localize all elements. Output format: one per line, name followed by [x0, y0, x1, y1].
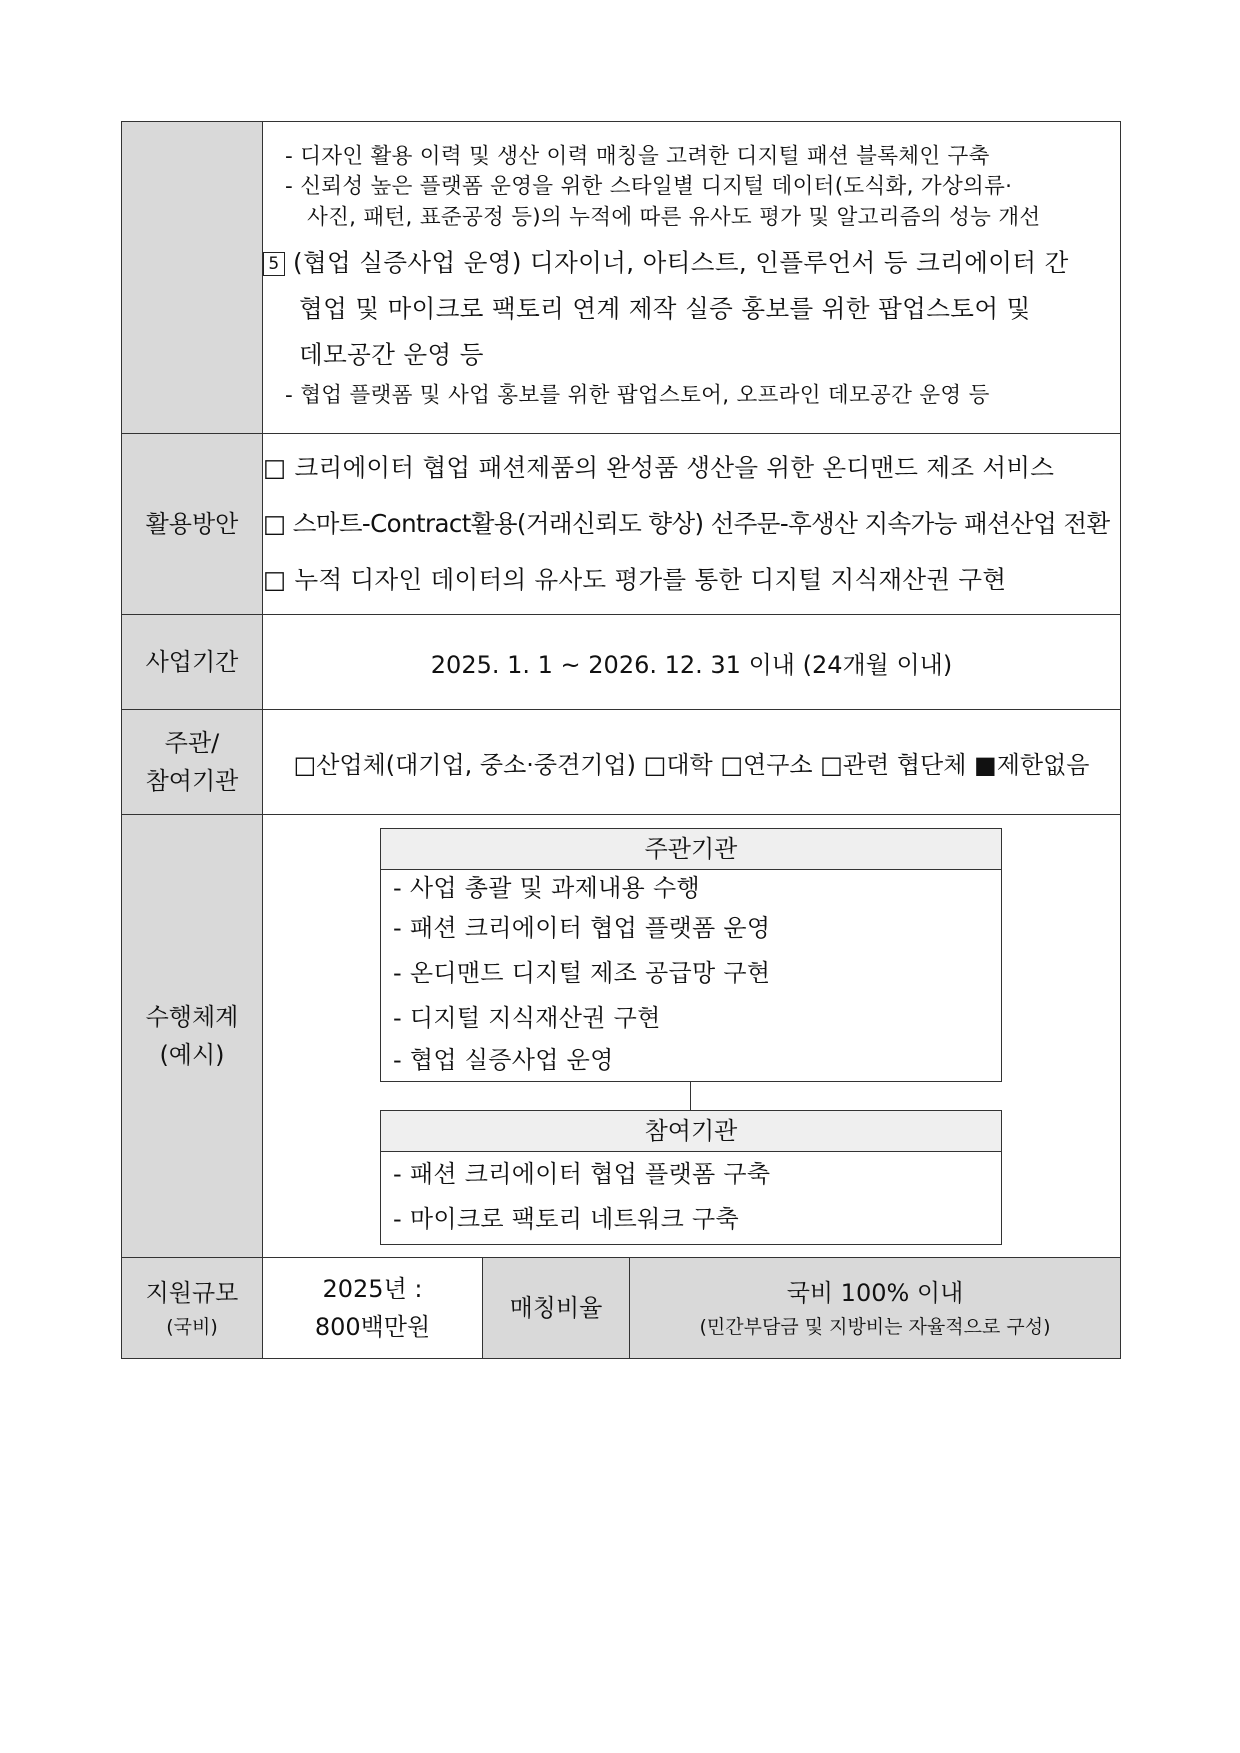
- usage-item-1: □ 크리에이터 협업 패션제품의 완성품 생산을 위한 온디맨드 제조 서비스: [263, 453, 1055, 482]
- bullet-digital-data-cont: 사진, 패턴, 표준공정 등)의 누적에 따른 유사도 평가 및 알고리즘의 성능 개선: [307, 204, 1041, 230]
- item-5-line-2: 협업 및 마이크로 팩토리 연계 제작 실증 홍보를 위한 팝업스토어 및: [299, 293, 1031, 323]
- period-label: 사업기간: [122, 615, 263, 710]
- participant-institution-box: [380, 1110, 1002, 1245]
- usage-content: [263, 434, 1121, 615]
- structure-label: 수행체계 (예시): [122, 815, 263, 1258]
- usage-row: [122, 434, 1121, 615]
- participant-item-2: - 마이크로 팩토리 네트워크 구축: [393, 1204, 739, 1233]
- bullet-digital-data: - 신뢰성 높은 플랫폼 운영을 위한 스타일별 디지털 데이터(도식화, 가상의류·: [285, 173, 1013, 199]
- item-5-line-3: 데모공간 운영 등: [299, 339, 484, 369]
- funding-label: 지원규모 (국비): [122, 1258, 263, 1359]
- lead-item-1: - 사업 총괄 및 과제내용 수행: [393, 873, 700, 902]
- structure-row: [122, 815, 1121, 1258]
- funding-amount: 2025년 : 800백만원: [263, 1258, 483, 1359]
- period-row: [122, 615, 1121, 710]
- bullet-popup-store: - 협업 플랫폼 및 사업 홍보를 위한 팝업스토어, 오프라인 데모공간 운영 등: [285, 382, 990, 408]
- org-connector-line: [690, 1082, 691, 1110]
- continuation-label-cell: [122, 122, 263, 434]
- matching-value: 국비 100% 이내 (민간부담금 및 지방비는 자율적으로 구성): [630, 1258, 1121, 1359]
- continuation-content: [263, 122, 1121, 434]
- structure-diagram: [263, 815, 1121, 1258]
- participant-item-1: - 패션 크리에이터 협업 플랫폼 구축: [393, 1159, 771, 1188]
- project-overview-table: [121, 121, 1121, 1359]
- period-value: 2025. 1. 1 ~ 2026. 12. 31 이내 (24개월 이내): [263, 615, 1121, 710]
- item-5-number: 5: [263, 252, 285, 276]
- lead-institution-title: 주관기관: [381, 829, 1001, 870]
- institutions-row: [122, 710, 1121, 815]
- item-5-line-1: 5 (협업 실증사업 운영) 디자이너, 아티스트, 인플루언서 등 크리에이터 간: [263, 240, 1120, 286]
- institutions-value: □산업체(대기업, 중소·중견기업) □대학 □연구소 □관련 협단체 ■제한없음: [263, 710, 1121, 815]
- lead-item-4: - 디지털 지식재산권 구현: [393, 1003, 661, 1032]
- usage-label: 활용방안: [122, 434, 263, 615]
- bullet-blockchain: - 디자인 활용 이력 및 생산 이력 매칭을 고려한 디지털 패션 블록체인 구축: [285, 143, 990, 169]
- funding-row: [122, 1258, 1121, 1359]
- usage-item-3: □ 누적 디자인 데이터의 유사도 평가를 통한 디지털 지식재산권 구현: [263, 565, 1007, 594]
- lead-item-5: - 협업 실증사업 운영: [393, 1045, 614, 1074]
- lead-institution-box: [380, 828, 1002, 1082]
- participant-institution-title: 참여기관: [381, 1111, 1001, 1152]
- matching-label: 매칭비율: [483, 1258, 630, 1359]
- lead-item-2: - 패션 크리에이터 협업 플랫폼 운영: [393, 913, 771, 942]
- lead-item-3: - 온디맨드 디지털 제조 공급망 구현: [393, 958, 771, 987]
- usage-item-2: □ 스마트-Contract활용(거래신뢰도 향상) 선주문-후생산 지속가능 패션산업 전환: [263, 509, 1110, 538]
- continuation-row: [122, 122, 1121, 434]
- institutions-label: 주관/ 참여기관: [122, 710, 263, 815]
